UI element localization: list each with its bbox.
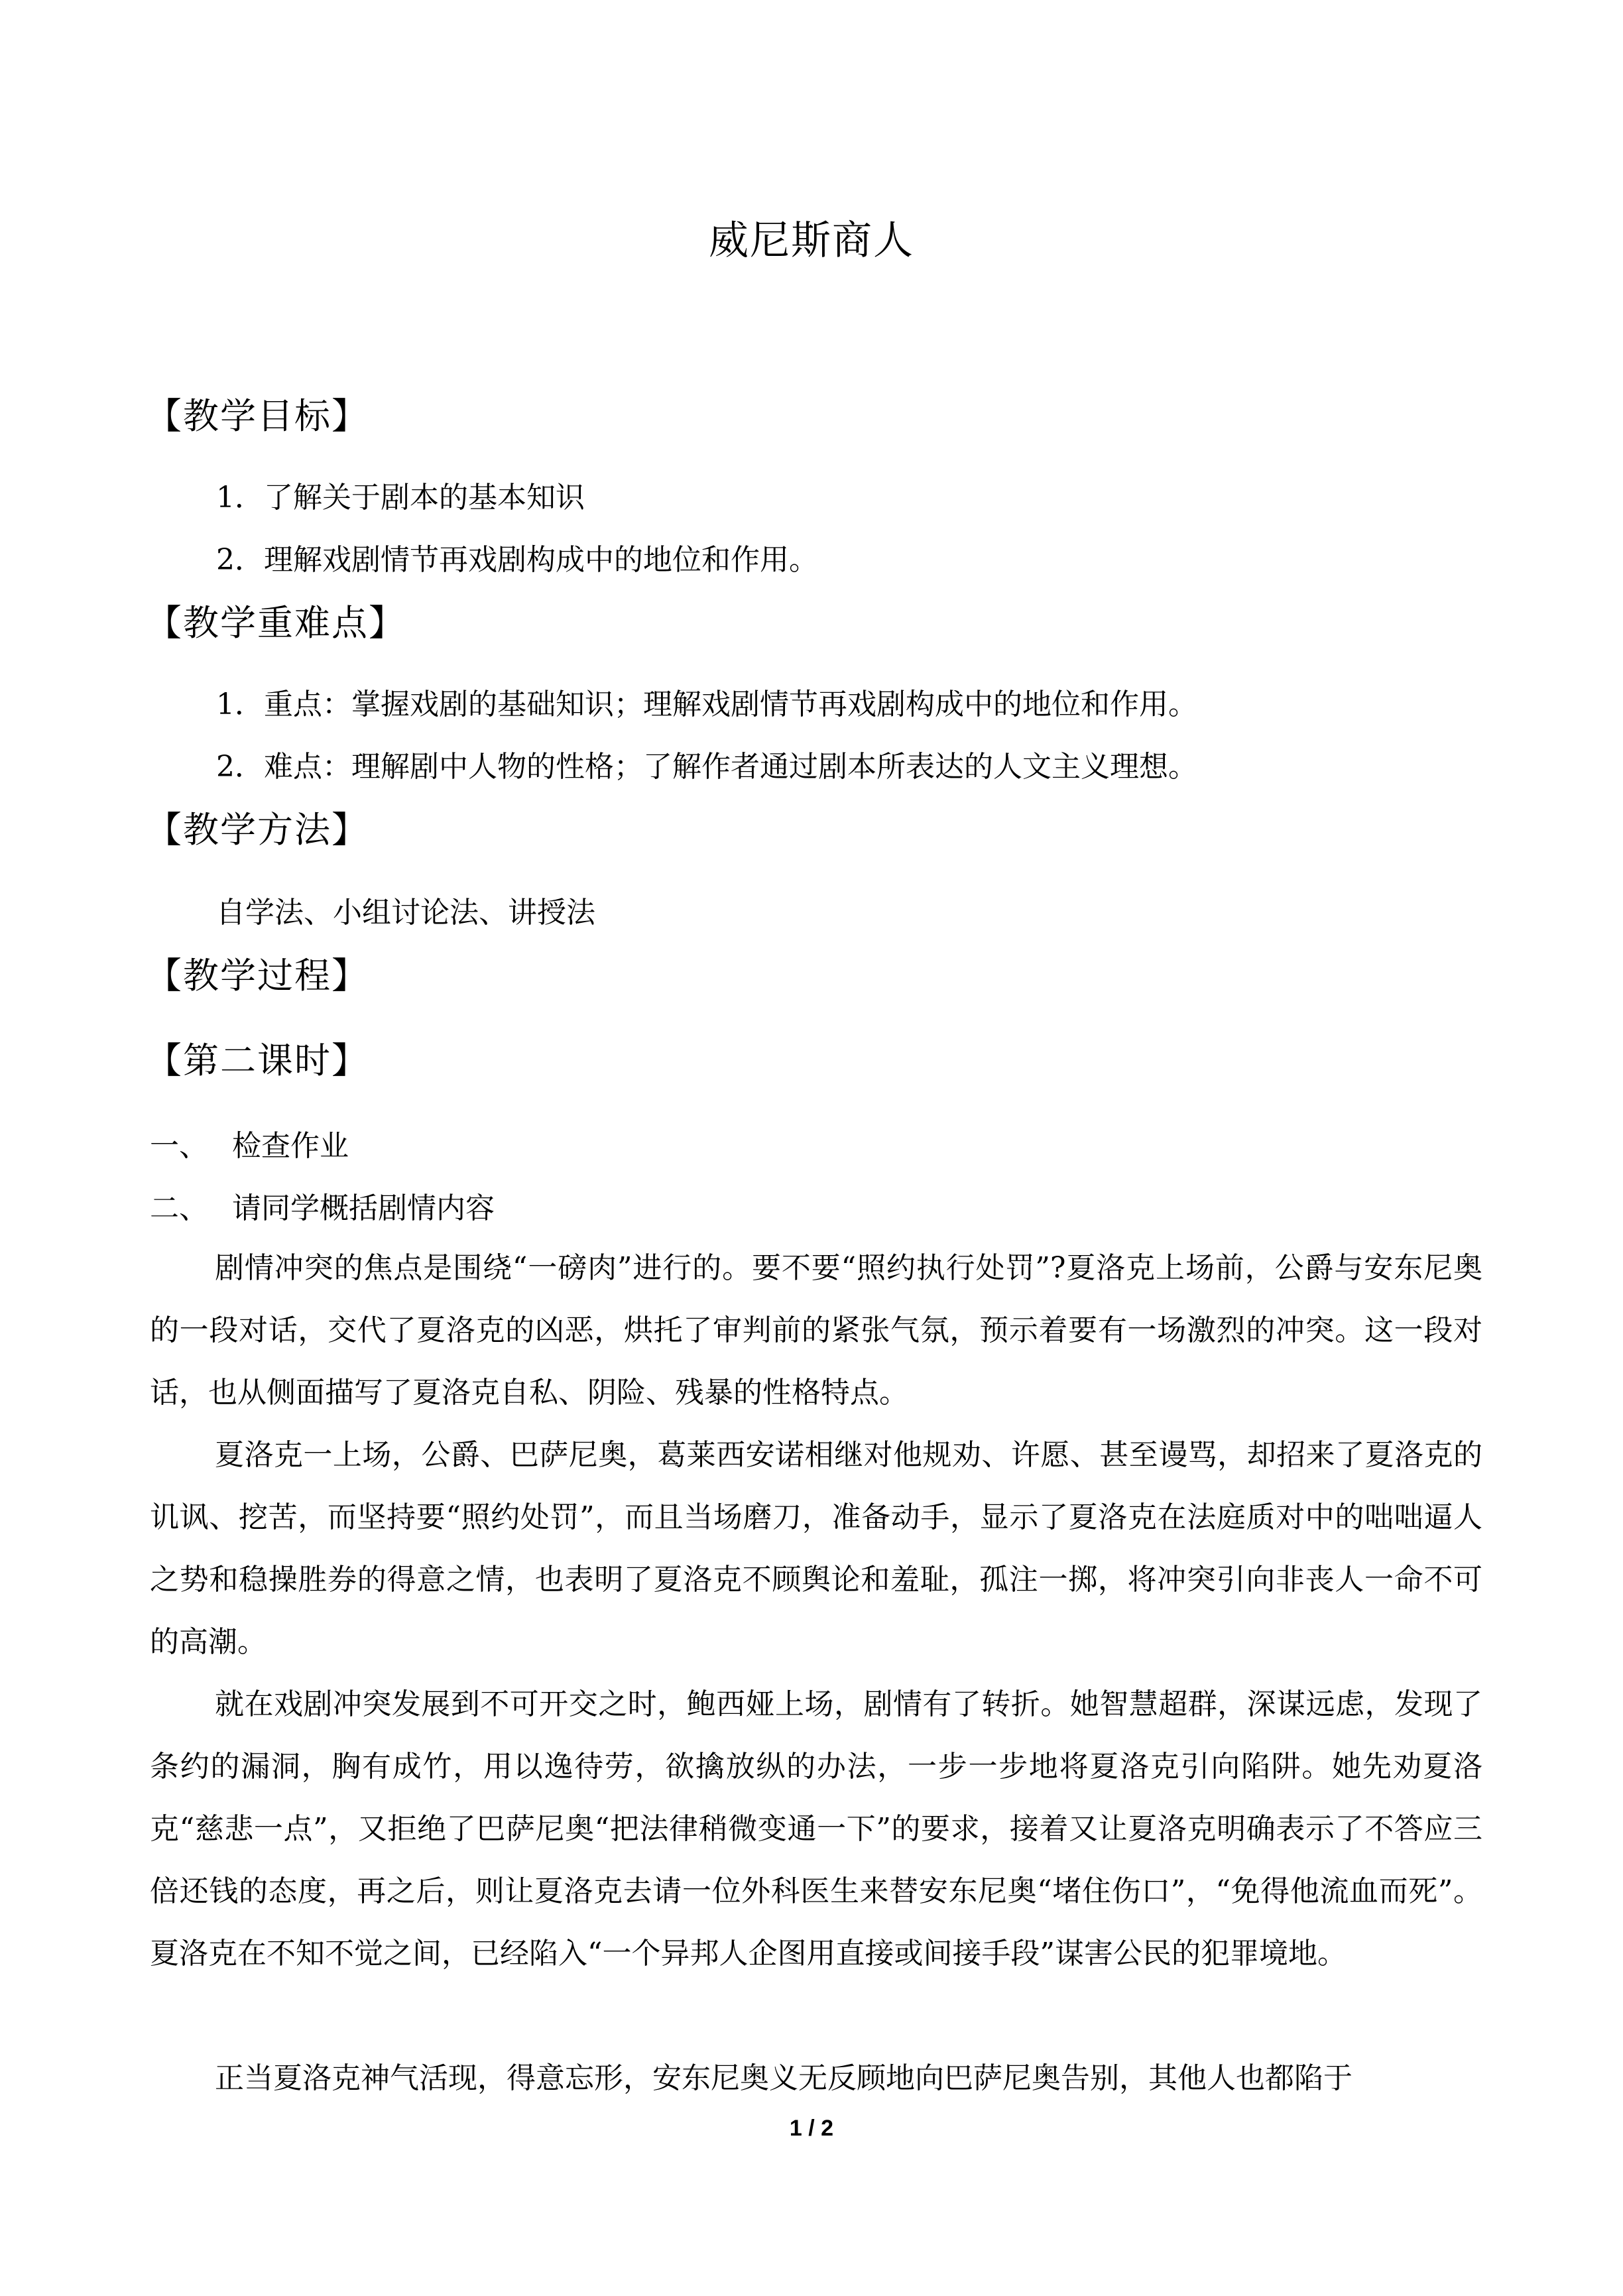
page-number: 1 / 2 <box>789 2116 834 2141</box>
step-2 <box>150 1187 495 1231</box>
section-heading-methods: 【教学方法】 <box>146 809 369 851</box>
objective-item-2: 2．理解戏剧情节再戏剧构成中的地位和作用。 <box>216 543 818 577</box>
objective-item-1: 1．了解关于剧本的基本知识 <box>216 481 585 514</box>
key-point-item-2: 2．难点：理解剧中人物的性格；了解作者通过剧本所表达的人文主义理想。 <box>216 750 1197 784</box>
paragraph-4: 正当夏洛克神气活现，得意忘形，安东尼奥义无反顾地向巴萨尼奥告别，其他人也都陷于 <box>215 2061 1352 2095</box>
document-title: 威尼斯商人 <box>709 217 914 264</box>
paragraph-1: 剧情冲突的焦点是围绕“一磅肉”进行的。要不要“照约执行处罚”?夏洛克上场前，公爵与安东尼奥的一段对话，交代了夏洛克的凶恶，烘托了审判前的紧张气氛，预示着要有一场激烈的冲突。这一段对话，也从侧面描写了夏洛克自私、阴险、残暴的性格特点。 <box>150 1251 1482 1410</box>
key-point-item-1: 1．重点：掌握戏剧的基础知识；理解戏剧情节再戏剧构成中的地位和作用。 <box>216 688 1197 721</box>
section-heading-objectives: 【教学目标】 <box>146 395 369 437</box>
step-2-number: 二、 <box>150 1191 208 1225</box>
section-heading-lesson: 【第二课时】 <box>146 1040 369 1081</box>
section-heading-key-points: 【教学重难点】 <box>146 602 406 644</box>
paragraph-3: 就在戏剧冲突发展到不可开交之时，鲍西娅上场，剧情有了转折。她智慧超群，深谋远虑，发现了条约的漏洞，胸有成竹，用以逸待劳，欲擒放纵的办法，一步一步地将夏洛克引向陷阱。她先劝夏洛克“慈悲一点”，又拒绝了巴萨尼奥“把法律稍微变通一下”的要求，接着又让夏洛克明确表示了不答应三倍还钱的态度，再之后，则让夏洛克去请一位外科医生来替安东尼奥“堵住伤口”，“免得他流血而死”。夏洛克在不知不觉之间，已经陷入“一个异邦人企图用直接或间接手段”谋害公民的犯罪境地。 <box>150 1687 1482 1970</box>
methods-text: 自学法、小组讨论法、讲授法 <box>216 896 595 930</box>
step-1 <box>150 1124 349 1168</box>
step-2-text: 请同学概括剧情内容 <box>232 1191 495 1225</box>
section-heading-process: 【教学过程】 <box>146 955 369 997</box>
paragraph-2: 夏洛克一上场，公爵、巴萨尼奥，葛莱西安诺相继对他规劝、许愿、甚至谩骂，却招来了夏洛克的讥讽、挖苦，而坚持要“照约处罚”，而且当场磨刀，准备动手，显示了夏洛克在法庭质对中的咄咄逼人之势和稳操胜券的得意之情，也表明了夏洛克不顾舆论和羞耻，孤注一掷，将冲突引向非丧人一命不可的高潮。 <box>150 1438 1482 1659</box>
step-1-number: 一、 <box>150 1129 208 1163</box>
step-1-text: 检查作业 <box>232 1129 349 1163</box>
